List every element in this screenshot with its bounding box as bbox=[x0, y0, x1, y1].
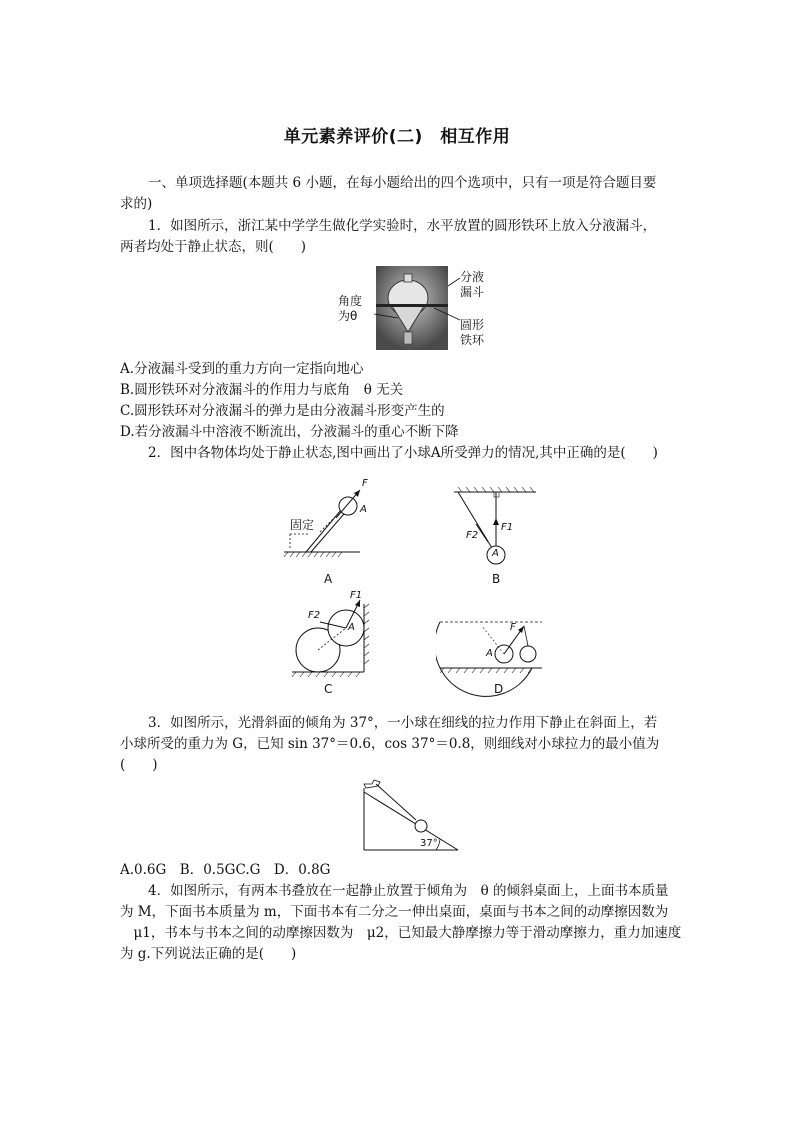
q1-stem-line1: 1．如图所示，浙江某中学学生做化学实验时，水平放置的圆形铁环上放入分液漏斗， bbox=[148, 218, 657, 234]
q2-figure-b bbox=[450, 484, 540, 586]
section-heading-line1: 一、单项选择题(本题共 6 小题，在每小题给出的四个选项中，只有一项是符合题目要 bbox=[148, 175, 657, 191]
ring-label-1: 圆形 bbox=[460, 318, 485, 332]
figure-b-f1-label: F1 bbox=[501, 522, 514, 533]
ring-label-2: 铁环 bbox=[460, 333, 485, 347]
figure-b-ball-label: A bbox=[492, 548, 499, 559]
figure-a-caption: A bbox=[324, 572, 333, 586]
q3-stem-line2: 小球所受的重力为 G，已知 sin 37°＝0.6，cos 37°＝0.8，则细线对小球拉力的最小值为 bbox=[120, 736, 660, 752]
q4-stem-line4: 为 g.下列说法正确的是( ) bbox=[120, 946, 297, 962]
figure-d-ball-label: A bbox=[486, 648, 493, 659]
angle-label-1: 角度 bbox=[338, 294, 363, 308]
q4-stem-line1: 4．如图所示，有两本书叠放在一起静止放置于倾角为 θ 的倾斜桌面上，上面书本质量 bbox=[148, 883, 669, 899]
q1-photo-figure bbox=[330, 262, 500, 352]
figure-c-caption: C bbox=[324, 682, 333, 696]
q2-figure-d bbox=[436, 616, 546, 698]
figure-a-fixed-label: 固定 bbox=[290, 518, 315, 532]
figure-d-caption: D bbox=[494, 682, 504, 696]
funnel-label-1: 分液 bbox=[460, 270, 485, 284]
figure-b-f2-label: F2 bbox=[466, 530, 479, 541]
figure-a-force-label: F bbox=[362, 478, 368, 489]
figure-b-caption: B bbox=[492, 572, 501, 586]
q2-figure-c bbox=[290, 590, 380, 698]
q3-options: A.0.6G B．0.5GC.G D．0.8G bbox=[120, 862, 331, 878]
q4-stem-line3: μ1，书本与书本之间的动摩擦因数为 μ2，已知最大静摩擦力等于滑动摩擦力，重力加速度 bbox=[120, 925, 682, 941]
figure-c-f1-label: F1 bbox=[350, 590, 363, 601]
q3-stem-line1: 3．如图所示，光滑斜面的倾角为 37°，一小球在细线的拉力作用下静止在斜面上，若 bbox=[148, 715, 658, 731]
figure-a-ball-label: A bbox=[360, 504, 367, 515]
angle-label-2: 为θ bbox=[338, 309, 358, 323]
figure-c-f2-label: F2 bbox=[308, 610, 321, 621]
q3-stem-line3: ( ) bbox=[120, 757, 158, 773]
q1-option-a: A.分液漏斗受到的重力方向一定指向地心 bbox=[120, 361, 364, 377]
funnel-label-2: 漏斗 bbox=[460, 285, 485, 299]
figure-d-force-label: F bbox=[510, 622, 516, 633]
q1-option-c: C.圆形铁环对分液漏斗的弹力是由分液漏斗形变产生的 bbox=[120, 403, 445, 419]
q1-stem-line2: 两者均处于静止状态，则( ) bbox=[120, 239, 307, 255]
q1-option-d: D.若分液漏斗中溶液不断流出，分液漏斗的重心不断下降 bbox=[120, 424, 459, 440]
q2-figure-a bbox=[280, 476, 390, 586]
q1-option-b: B.圆形铁环对分液漏斗的作用力与底角 θ 无关 bbox=[120, 382, 404, 398]
q3-incline-figure bbox=[360, 776, 464, 854]
figure-c-ball-label: A bbox=[348, 622, 355, 633]
q4-stem-line2: 为 M，下面书本质量为 m，下面书本有二分之一伸出桌面，桌面与书本之间的动摩擦因数为 bbox=[120, 904, 669, 920]
q2-stem: 2．图中各物体均处于静止状态,图中画出了小球A所受弹力的情况,其中正确的是( ) bbox=[148, 445, 658, 461]
section-heading-line2: 求的) bbox=[120, 196, 153, 212]
page-title: 单元素养评价(二) 相互作用 bbox=[283, 127, 511, 147]
q3-angle-label: 37° bbox=[420, 838, 438, 849]
